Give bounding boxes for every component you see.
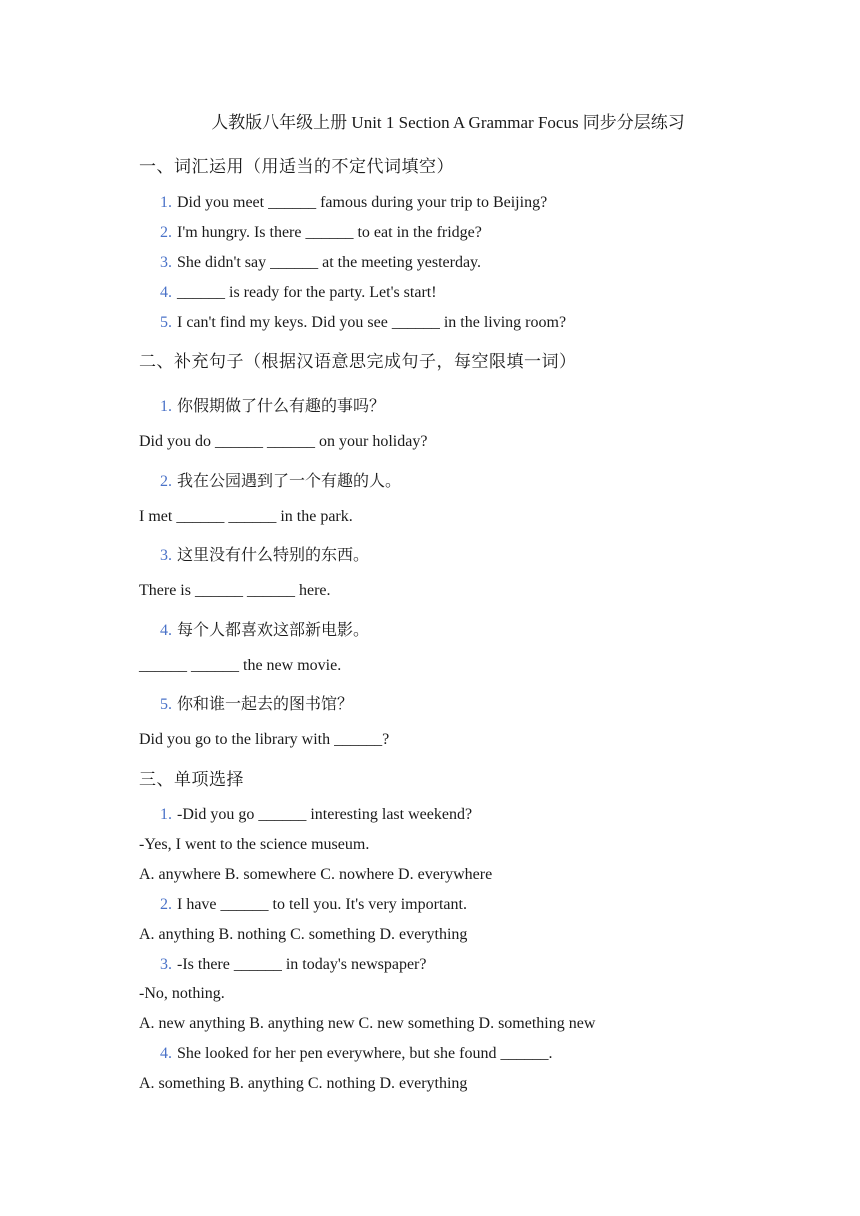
s2-prompt-1 xyxy=(160,393,385,416)
question-number: 5. xyxy=(160,314,172,331)
s2-answer-line-3: There is ______ ______ here. xyxy=(139,582,331,599)
question-number: 2. xyxy=(160,224,172,241)
chinese-prompt: 你假期做了什么有趣的事吗？ xyxy=(177,396,386,415)
s3-reply-1: -Yes, I went to the science museum. xyxy=(139,836,370,853)
page-title: 人教版八年级上册 Unit 1 Section A Grammar Focus 同步分层练习 xyxy=(211,113,685,132)
s2-prompt-3 xyxy=(160,542,369,565)
s1-question-5 xyxy=(160,314,566,332)
section-3-heading: 三、单项选择 xyxy=(139,770,244,790)
s3-question-2 xyxy=(160,896,467,914)
question-number: 1. xyxy=(160,194,172,211)
s3-options-4: A. something B. anything C. nothing D. everything xyxy=(139,1075,468,1092)
question-number: 3. xyxy=(160,956,172,973)
question-number: 4. xyxy=(160,284,172,301)
section-2-heading: 二、补充句子（根据汉语意思完成句子，每空限填一词） xyxy=(139,352,577,372)
s1-question-3 xyxy=(160,254,481,272)
question-number: 3. xyxy=(160,254,172,271)
question-number: 2. xyxy=(160,473,172,490)
question-text: ______ is ready for the party. Let's start! xyxy=(177,284,437,301)
question-number: 3. xyxy=(160,547,172,564)
question-text: I'm hungry. Is there ______ to eat in the fridge? xyxy=(177,224,482,241)
question-text: I can't find my keys. Did you see ______ in the living room? xyxy=(177,314,567,331)
s2-prompt-2 xyxy=(160,468,401,491)
s3-options-2: A. anything B. nothing C. something D. everything xyxy=(139,926,468,943)
s3-question-4 xyxy=(160,1045,552,1063)
question-number: 2. xyxy=(160,896,172,913)
question-number: 4. xyxy=(160,622,172,639)
question-number: 4. xyxy=(160,1045,172,1062)
s2-answer-line-4: ______ ______ the new movie. xyxy=(139,657,342,674)
s1-question-4 xyxy=(160,284,437,302)
s2-answer-line-5: Did you go to the library with ______? xyxy=(139,731,390,748)
chinese-prompt: 你和谁一起去的图书馆？ xyxy=(177,694,354,713)
s1-question-2 xyxy=(160,224,482,242)
s2-prompt-4 xyxy=(160,617,369,640)
s3-options-3: A. new anything B. anything new C. new something D. something new xyxy=(139,1015,596,1032)
s3-reply-3: -No, nothing. xyxy=(139,985,225,1002)
question-text: She didn't say ______ at the meeting yesterday. xyxy=(177,254,481,271)
chinese-prompt: 每个人都喜欢这部新电影。 xyxy=(177,620,370,639)
question-number: 5. xyxy=(160,696,172,713)
question-text: I have ______ to tell you. It's very important. xyxy=(177,896,467,913)
question-number: 1. xyxy=(160,398,172,415)
s3-options-1: A. anywhere B. somewhere C. nowhere D. everywhere xyxy=(139,866,493,883)
s2-answer-line-1: Did you do ______ ______ on your holiday? xyxy=(139,433,428,450)
question-number: 1. xyxy=(160,806,172,823)
s2-prompt-5 xyxy=(160,691,353,714)
question-text: -Did you go ______ interesting last weekend? xyxy=(177,806,473,823)
s3-question-3 xyxy=(160,956,426,974)
question-text: Did you meet ______ famous during your trip to Beijing? xyxy=(177,194,548,211)
question-text: -Is there ______ in today's newspaper? xyxy=(177,956,427,973)
question-text: She looked for her pen everywhere, but she found ______. xyxy=(177,1045,553,1062)
s1-question-1 xyxy=(160,194,547,212)
chinese-prompt: 我在公园遇到了一个有趣的人。 xyxy=(177,471,402,490)
section-1-heading: 一、词汇运用（用适当的不定代词填空） xyxy=(139,157,454,177)
chinese-prompt: 这里没有什么特别的东西。 xyxy=(177,545,370,564)
s2-answer-line-2: I met ______ ______ in the park. xyxy=(139,508,353,525)
s3-question-1 xyxy=(160,806,472,824)
